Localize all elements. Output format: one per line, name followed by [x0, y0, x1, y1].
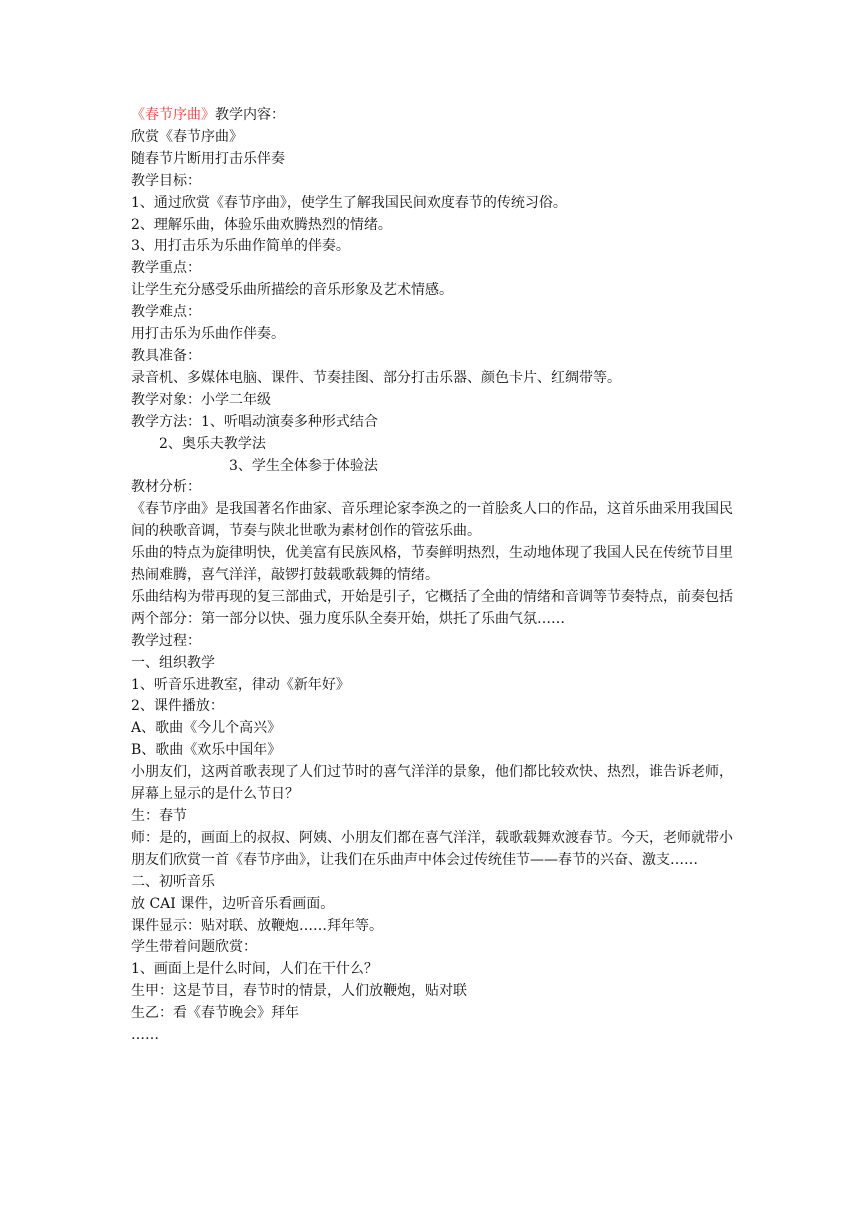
text-line: 随春节片断用打击乐伴奏	[131, 150, 285, 167]
text-line: 用打击乐为乐曲作伴奏。	[131, 326, 285, 343]
text-line: 生：春节	[131, 808, 187, 824]
text-line: 生甲：这是节目，春节时的情景，人们放鞭炮，贴对联	[131, 983, 467, 1000]
method-line: 3、学生全体参于体验法	[229, 457, 378, 474]
paragraph: 乐曲的特点为旋律明快，优美富有民族风格，节奏鲜明热烈，生动地体现了我国人民在传统节目里热闹难腾，喜气洋洋，敲锣打鼓载歌载舞的情绪。	[131, 545, 733, 584]
section-label: 教学难点：	[131, 304, 201, 321]
text-line: 二、初听音乐	[131, 873, 215, 890]
text-line: 教学对象：小学二年级	[131, 391, 271, 408]
document-body	[131, 105, 736, 1047]
paragraph: 师：是的，画面上的叔叔、阿姨、小朋友们都在喜气洋洋，载歌载舞欢渡春节。今天，老师就带小朋友们欣赏一首《春节序曲》，让我们在乐曲声中体会过传统佳节——春节的兴奋、激支……	[131, 829, 733, 868]
red-title: 《春节序曲》	[131, 107, 215, 123]
text-line: B、歌曲《欢乐中国年》	[131, 742, 282, 759]
section-label: 教具准备：	[131, 347, 201, 364]
objective-item: 2、理解乐曲，体验乐曲欢腾热烈的情绪。	[131, 216, 392, 233]
text-line: 欣赏《春节序曲》	[131, 128, 243, 145]
paragraph: 小朋友们，这两首歌表现了人们过节时的喜气洋洋的景象，他们都比较欢快、热烈，谁告诉老师，屏幕上显示的是什么节日？	[131, 764, 733, 803]
objective-item: 1、通过欣赏《春节序曲》，使学生了解我国民间欢度春节的传统习俗。	[131, 194, 567, 211]
objective-item: 3、用打击乐为乐曲作简单的伴奏。	[131, 238, 350, 255]
text-line: 课件显示：贴对联、放鞭炮……拜年等。	[131, 917, 383, 934]
paragraph: 乐曲结构为带再现的复三部曲式，开始是引子，它概括了全曲的情绪和音调等节奏特点，前奏包括两个部分：第一部分以快、强力度乐队全奏开始，烘托了乐曲气氛……	[131, 588, 733, 627]
text-line: ……	[131, 1027, 159, 1044]
text-line: 2、课件播放：	[131, 698, 224, 715]
text-line: 学生带着问题欣赏：	[131, 939, 257, 956]
text-line: 让学生充分感受乐曲所描绘的音乐形象及艺术情感。	[131, 282, 453, 299]
heading-suffix: 教学内容：	[215, 107, 285, 123]
text-line: 生乙：看《春节晚会》拜年	[131, 1005, 299, 1022]
section-label: 教材分析：	[131, 479, 201, 496]
method-line: 教学方法：1、听唱动演奏多种形式结合	[131, 413, 378, 430]
heading-line	[131, 105, 736, 127]
text-line: 录音机、多媒体电脑、课件、节奏挂图、部分打击乐器、颜色卡片、红绸带等。	[131, 369, 621, 386]
section-label: 教学过程：	[131, 632, 201, 649]
text-line: 一、组织教学	[131, 654, 215, 671]
text-line: 1、画面上是什么时间，人们在干什么？	[131, 961, 378, 978]
text-line: 放 CAI 课件，边听音乐看画面。	[131, 895, 335, 912]
section-label: 教学重点：	[131, 260, 201, 277]
text-line: A、歌曲《今儿个高兴》	[131, 720, 282, 737]
section-label: 教学目标：	[131, 172, 201, 189]
text-line: 1、听音乐进教室，律动《新年好》	[131, 676, 350, 693]
paragraph: 《春节序曲》是我国著名作曲家、音乐理论家李涣之的一首脍炙人口的作品，这首乐曲采用我国民间的秧歌音调，节奏与陕北世歌为素材创作的管弦乐曲。	[131, 501, 733, 540]
method-line: 2、奥乐夫教学法	[159, 435, 266, 452]
